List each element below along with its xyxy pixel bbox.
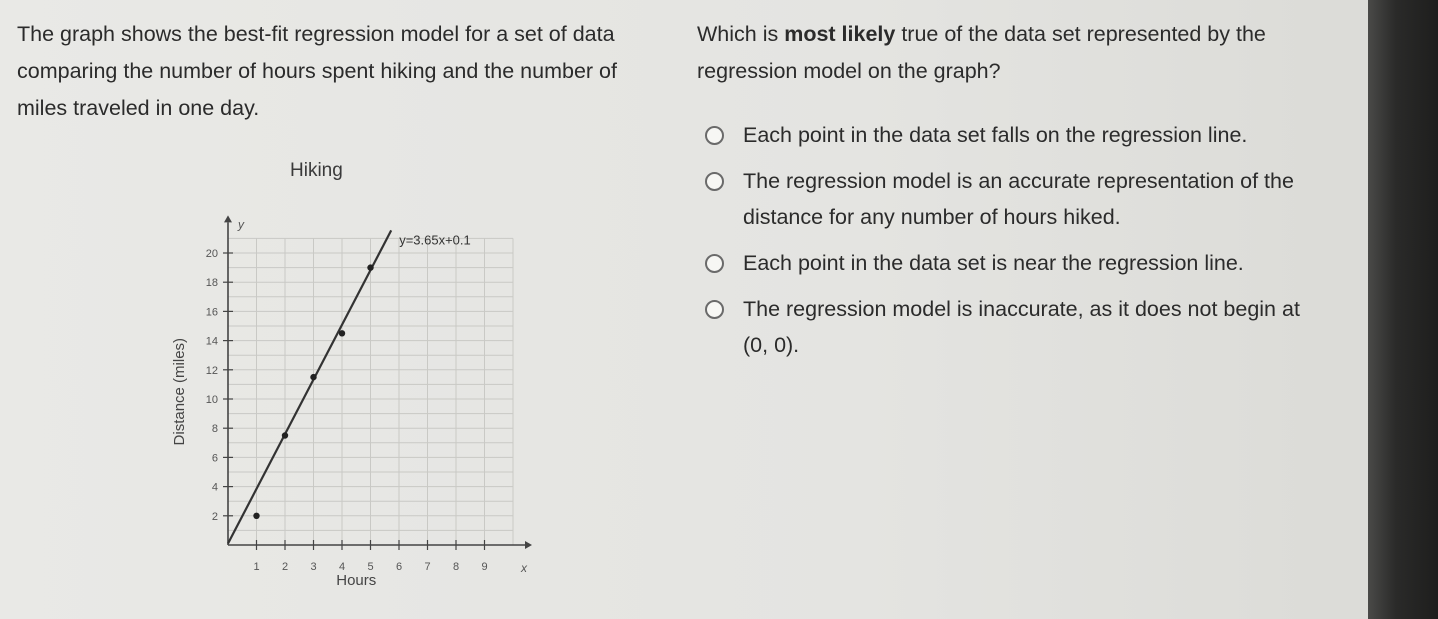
option-label: The regression model is an accurate representation of the distance for any number of hours hiked. xyxy=(743,169,1294,229)
option-label: Each point in the data set falls on the regression line. xyxy=(743,123,1248,147)
radio-button[interactable] xyxy=(705,126,724,145)
x-tick-label: 5 xyxy=(367,561,374,573)
x-axis-title: Hours xyxy=(336,572,377,589)
option-4[interactable] xyxy=(705,291,1325,363)
radio-button[interactable] xyxy=(705,254,724,273)
x-axis-arrow xyxy=(525,541,532,549)
y-tick-label: 10 xyxy=(205,394,218,406)
chart-svg xyxy=(160,150,560,610)
x-tick-label: 3 xyxy=(310,561,317,573)
regression-equation-label: y=3.65x+0.1 xyxy=(399,232,471,248)
x-tick-label: 8 xyxy=(452,561,460,573)
x-axis-letter: x xyxy=(521,561,527,575)
chart-title: Hiking xyxy=(290,160,343,181)
y-tick-label: 4 xyxy=(211,481,218,494)
y-tick-label: 8 xyxy=(211,423,218,436)
data-point xyxy=(339,330,345,336)
y-axis-title: Distance (miles) xyxy=(171,337,188,446)
x-tick-label: 6 xyxy=(395,561,403,573)
regression-line xyxy=(228,230,391,543)
data-point xyxy=(253,513,259,519)
y-tick-label: 20 xyxy=(205,248,218,260)
y-tick-label: 18 xyxy=(205,277,218,290)
option-label: Each point in the data set is near the regression line. xyxy=(743,251,1244,275)
option-3[interactable] xyxy=(705,245,1325,281)
y-axis-arrow xyxy=(224,215,232,222)
y-tick-label: 14 xyxy=(205,335,218,348)
data-point xyxy=(367,264,373,270)
question-lead: Which is xyxy=(697,22,785,46)
question-rest: true of the data set represented by the regression model on the graph? xyxy=(697,22,1266,83)
option-label: The regression model is inaccurate, as it does not begin at (0, 0). xyxy=(743,297,1300,357)
hiking-chart xyxy=(160,150,560,610)
radio-button[interactable] xyxy=(705,172,724,191)
x-tick-label: 4 xyxy=(338,561,346,573)
prompt-text: The graph shows the best-fit regression model for a set of data comparing the number of hours spent hiking and the number of miles traveled in one day. xyxy=(17,22,617,120)
answer-options xyxy=(705,117,1325,373)
radio-button[interactable] xyxy=(705,300,724,319)
question-text xyxy=(697,16,1337,90)
x-tick-label: 1 xyxy=(253,561,260,573)
y-axis-letter: y xyxy=(238,217,244,232)
option-2[interactable] xyxy=(705,163,1325,235)
data-point xyxy=(282,432,288,438)
question-emphasis: most likely xyxy=(784,22,896,46)
x-tick-label: 9 xyxy=(481,561,488,573)
y-tick-label: 16 xyxy=(205,306,218,319)
y-tick-label: 2 xyxy=(211,510,218,523)
data-point xyxy=(310,374,316,380)
monitor-bezel xyxy=(1368,0,1438,619)
option-1[interactable] xyxy=(705,117,1325,153)
x-tick-label: 2 xyxy=(281,561,289,573)
y-tick-label: 6 xyxy=(211,452,218,465)
y-tick-label: 12 xyxy=(205,364,218,377)
x-tick-label: 7 xyxy=(424,561,431,573)
